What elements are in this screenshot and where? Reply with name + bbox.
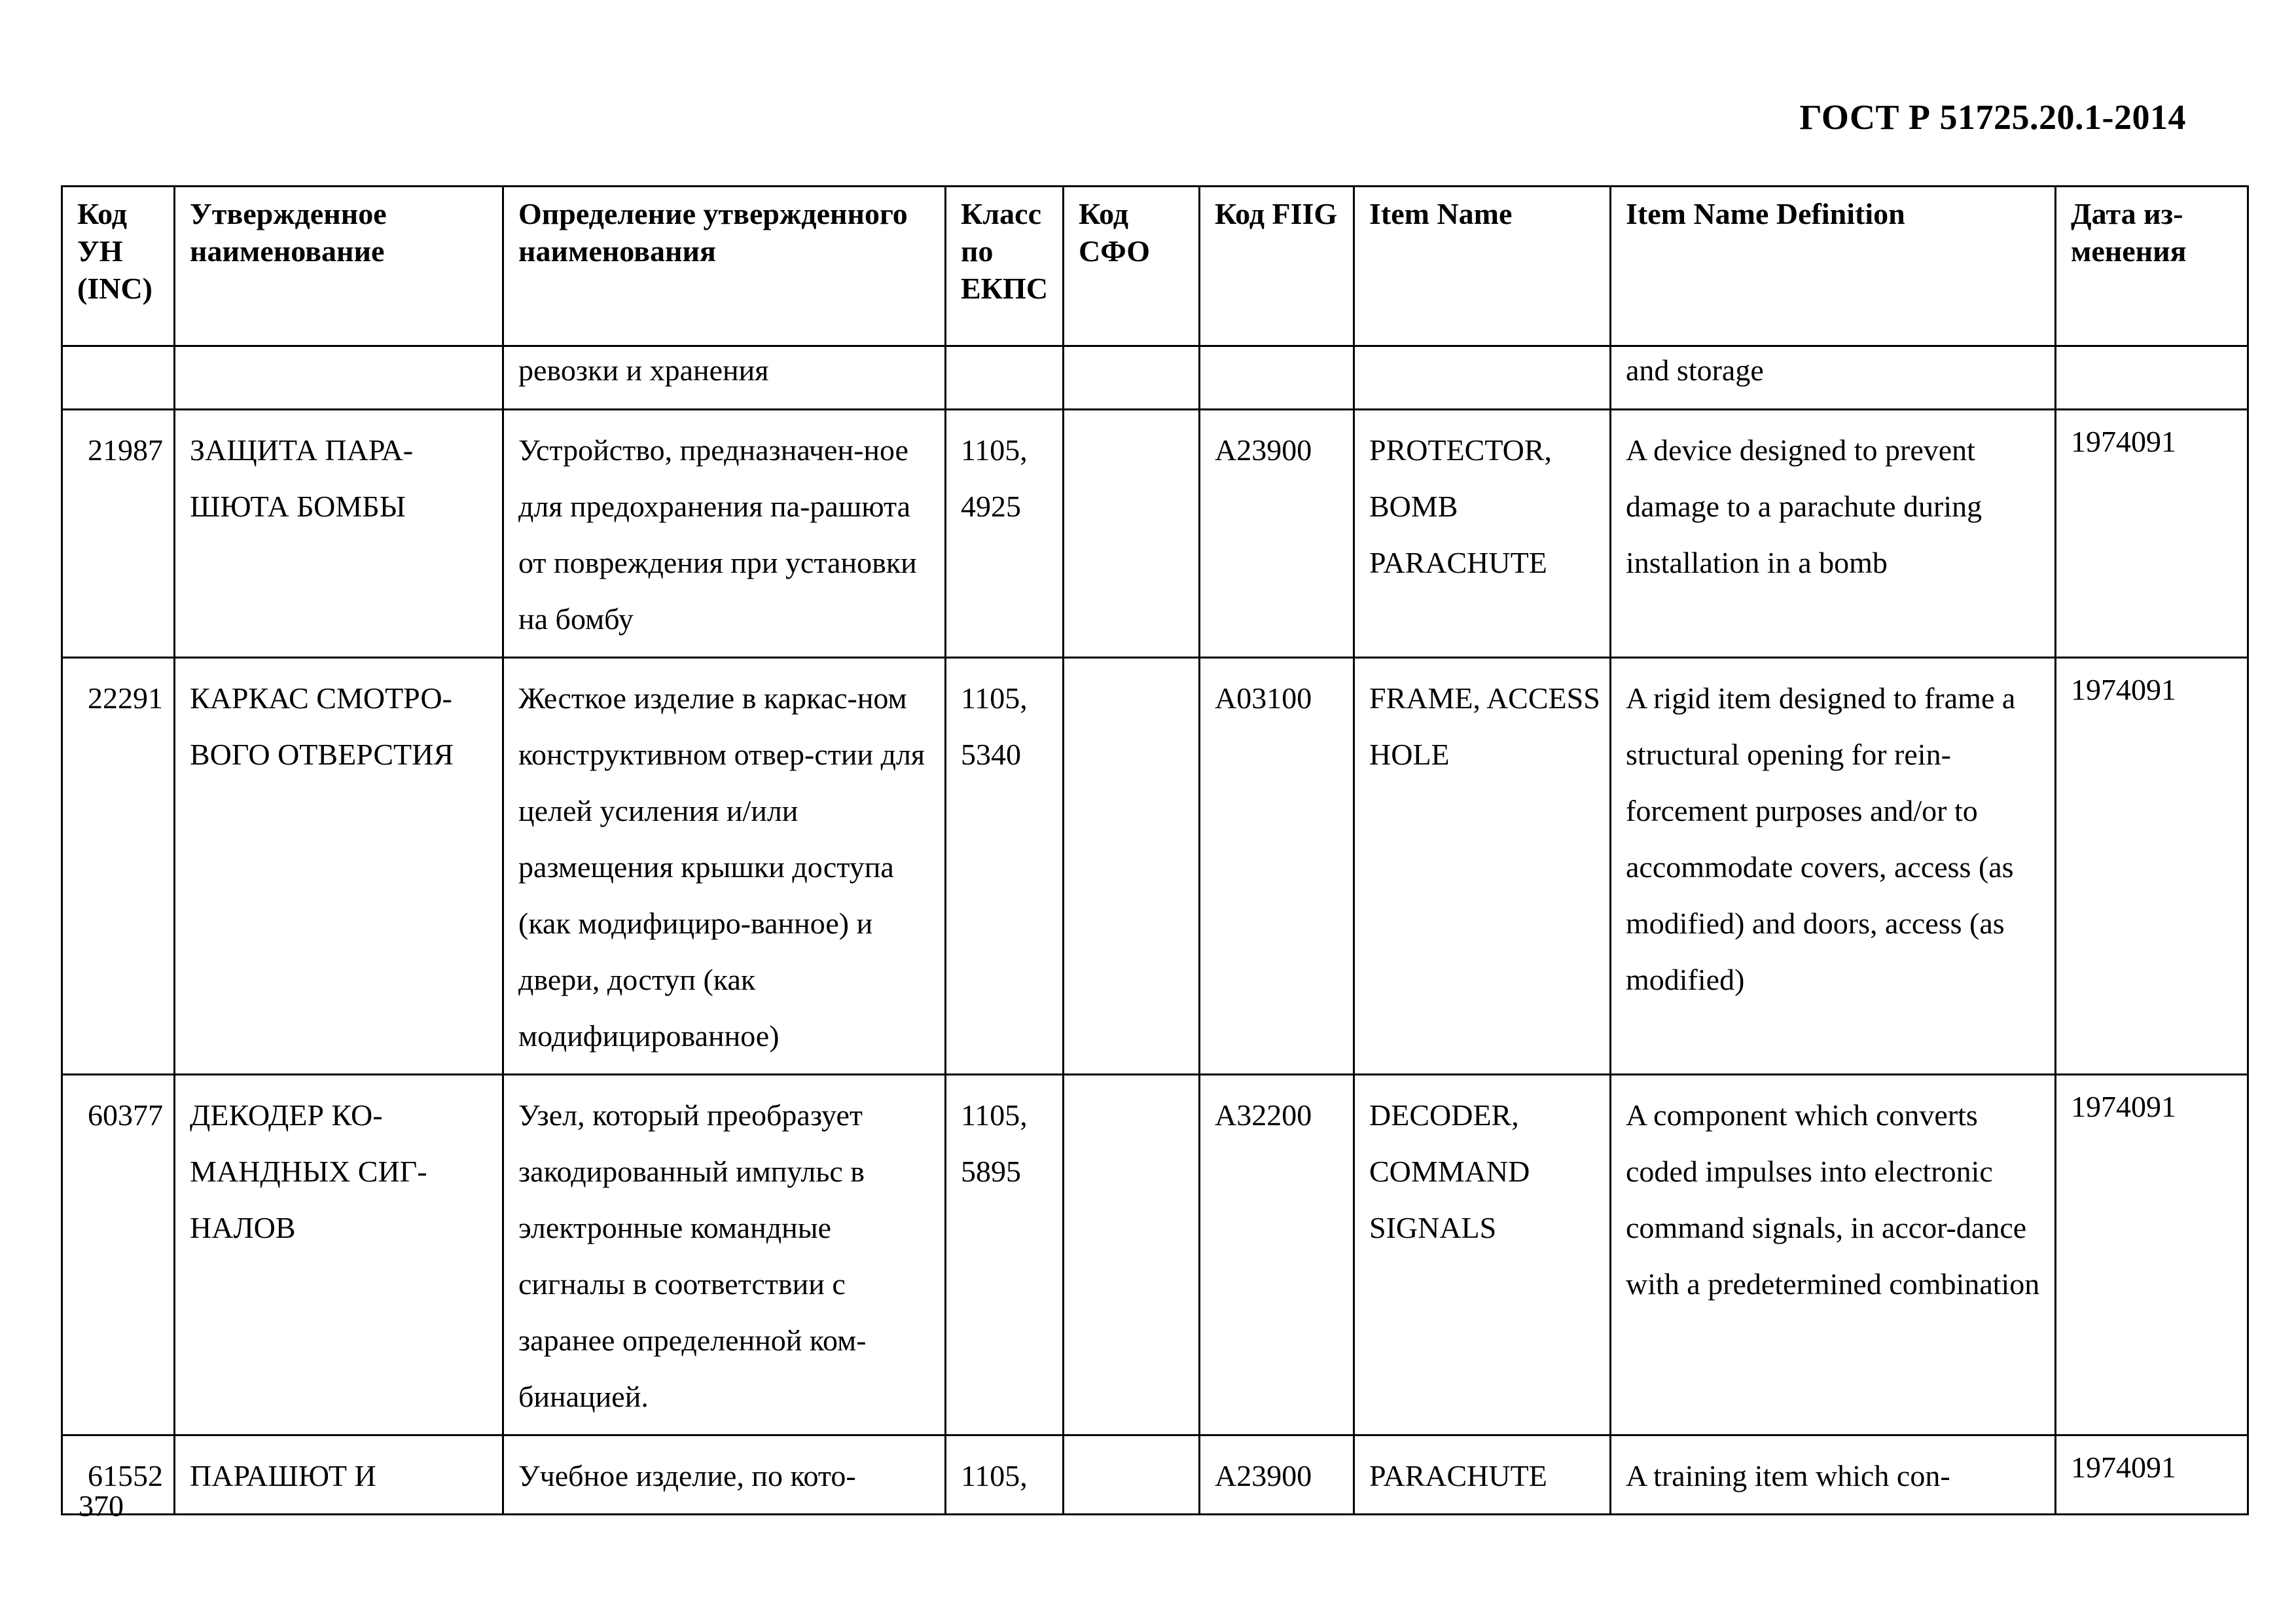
- cell-date: 1974091: [2056, 1075, 2248, 1435]
- cell-item-def: A rigid item designed to frame a structural opening for rein-forcement purposes and/or to accommodate covers, access (as modified) and doors, access (as modified): [1611, 658, 2056, 1075]
- cell-date: 1974091: [2056, 1435, 2248, 1515]
- cell-fiig: A23900: [1200, 1435, 1354, 1515]
- column-header-item-def: Item Name Definition: [1611, 187, 2056, 346]
- cell-inc: 61552: [62, 1435, 175, 1515]
- cell-inc: [62, 346, 175, 410]
- cell-name-ru: ПАРАШЮТ И: [175, 1435, 503, 1515]
- cell-date: 1974091: [2056, 410, 2248, 658]
- cell-ekps: 1105, 4925: [946, 410, 1064, 658]
- cell-ekps: 1105,: [946, 1435, 1064, 1515]
- cell-date: 1974091: [2056, 658, 2248, 1075]
- cell-inc: 22291: [62, 658, 175, 1075]
- cell-sfo: [1064, 346, 1200, 410]
- cell-def-ru: Устройство, предназначен-ное для предохранения па-рашюта от повреждения при установки на бомбу: [503, 410, 946, 658]
- cell-sfo: [1064, 1435, 1200, 1515]
- cell-item-name: PROTECTOR, BOMB PARACHUTE: [1354, 410, 1611, 658]
- cell-date: [2056, 346, 2248, 410]
- cell-ekps: 1105, 5895: [946, 1075, 1064, 1435]
- table-header-row: [62, 187, 2248, 346]
- cell-fiig: [1200, 346, 1354, 410]
- column-header-fiig: Код FIIG: [1200, 187, 1354, 346]
- table-row: [62, 410, 2248, 658]
- table-row: [62, 346, 2248, 410]
- cell-item-name: FRAME, ACCESS HOLE: [1354, 658, 1611, 1075]
- cell-def-ru: ревозки и хранения: [503, 346, 946, 410]
- cell-name-ru: [175, 346, 503, 410]
- cell-ekps: [946, 346, 1064, 410]
- cell-def-ru: Узел, который преобразует закодированный импульс в электронные командные сигналы в соответствии с заранее определенной ком-бинацией.: [503, 1075, 946, 1435]
- cell-sfo: [1064, 410, 1200, 658]
- cell-name-ru: ЗАЩИТА ПАРА-ШЮТА БОМБЫ: [175, 410, 503, 658]
- table-row: [62, 658, 2248, 1075]
- document-standard-number: ГОСТ Р 51725.20.1-2014: [1799, 98, 2186, 137]
- page-number: 370: [79, 1489, 124, 1523]
- column-header-date: Дата из-менения: [2056, 187, 2248, 346]
- cell-def-ru: Жесткое изделие в каркас-ном конструктивном отвер-стии для целей усиления и/или размещения крышки доступа (как модифициро-ванное) и двери, доступ (как модифицированное): [503, 658, 946, 1075]
- cell-name-ru: КАРКАС СМОТРО-ВОГО ОТВЕРСТИЯ: [175, 658, 503, 1075]
- cell-item-def: A training item which con-: [1611, 1435, 2056, 1515]
- cell-def-ru: Учебное изделие, по кото-: [503, 1435, 946, 1515]
- cell-name-ru: ДЕКОДЕР КО-МАНДНЫХ СИГ-НАЛОВ: [175, 1075, 503, 1435]
- cell-item-def: and storage: [1611, 346, 2056, 410]
- column-header-sfo: Код СФО: [1064, 187, 1200, 346]
- table-row: [62, 1435, 2248, 1515]
- cell-item-name: PARACHUTE: [1354, 1435, 1611, 1515]
- column-header-ekps: Класс по ЕКПС: [946, 187, 1064, 346]
- cell-sfo: [1064, 1075, 1200, 1435]
- inc-definitions-table: [61, 185, 2249, 1515]
- cell-item-def: A component which converts coded impulses into electronic command signals, in accor-dance with a predetermined combination: [1611, 1075, 2056, 1435]
- cell-fiig: A23900: [1200, 410, 1354, 658]
- column-header-inc: Код УН (INC): [62, 187, 175, 346]
- cell-fiig: A32200: [1200, 1075, 1354, 1435]
- cell-item-def: A device designed to prevent damage to a parachute during installation in a bomb: [1611, 410, 2056, 658]
- cell-inc: 60377: [62, 1075, 175, 1435]
- table-row: [62, 1075, 2248, 1435]
- column-header-name-ru: Утвержденное наименование: [175, 187, 503, 346]
- cell-item-name: DECODER, COMMAND SIGNALS: [1354, 1075, 1611, 1435]
- cell-sfo: [1064, 658, 1200, 1075]
- column-header-def-ru: Определение утвержденного наименования: [503, 187, 946, 346]
- column-header-item-name: Item Name: [1354, 187, 1611, 346]
- cell-fiig: A03100: [1200, 658, 1354, 1075]
- cell-ekps: 1105, 5340: [946, 658, 1064, 1075]
- cell-inc: 21987: [62, 410, 175, 658]
- cell-item-name: [1354, 346, 1611, 410]
